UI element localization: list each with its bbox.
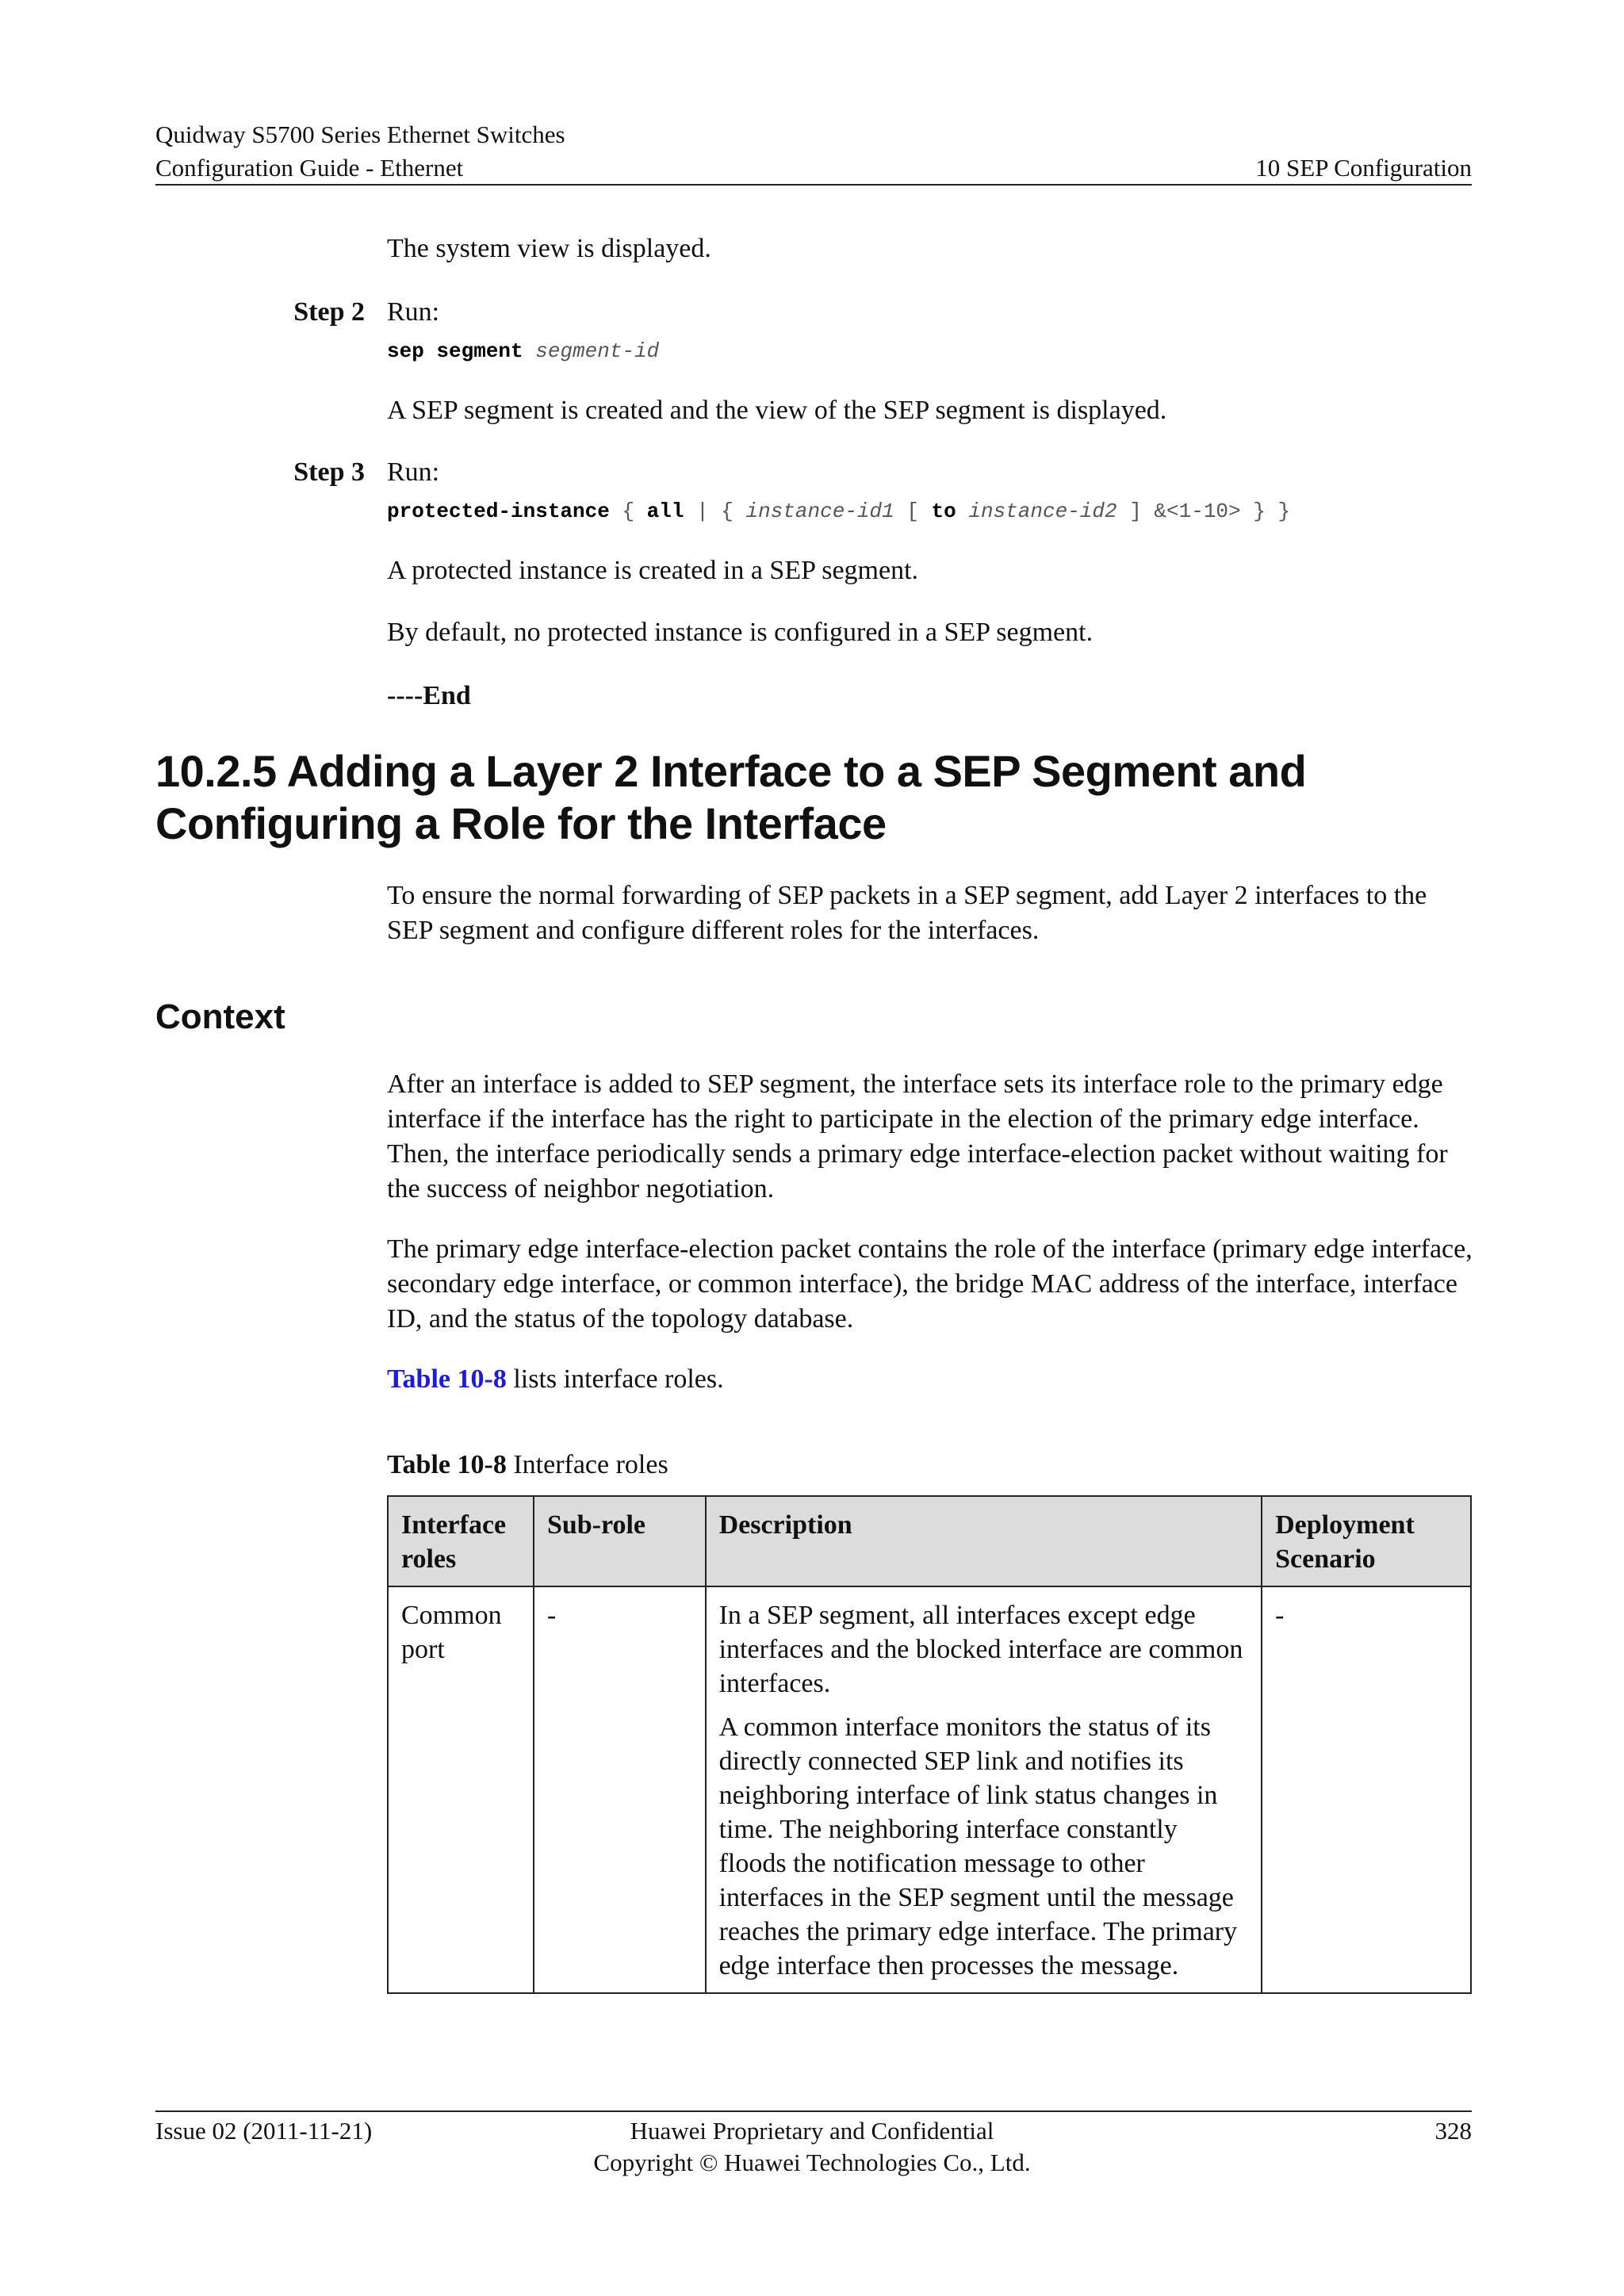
context-paragraph-1: After an interface is added to SEP segment, the interface sets its interface role to the primary edge interface if the interface has the right to participate in the election of the primary edge interface. Then, the interface periodically sends a primary edge interface-election packet without waiting for the success of neighbor negotiation. [387, 1070, 1448, 1203]
header-guide-name: Configuration Guide - Ethernet [155, 154, 464, 182]
command-keyword: protected-instance [387, 499, 610, 523]
table-reference [387, 1362, 724, 1397]
column-header: Description [706, 1496, 1262, 1586]
table-row [388, 1586, 1471, 1993]
context-paragraph-2: The primary edge interface-election packet contains the role of the interface (primary edge interface, secondary edge interface, or common interface), the bridge MAC address of the interface, interface ID, and the status of the topology database. [387, 1234, 1473, 1334]
step-3-label: Step 3 [293, 457, 365, 487]
end-marker: ----End [387, 681, 471, 710]
description-paragraph: In a SEP segment, all interfaces except edge interfaces and the blocked interface are common interfaces. [718, 1601, 1243, 1698]
step-2-run: Run: [387, 297, 440, 327]
command-param: instance-id2 [968, 499, 1117, 523]
command-punct [956, 499, 969, 523]
table-header-row [388, 1496, 1471, 1586]
command-keyword: sep segment [387, 339, 523, 363]
description-paragraph: A common interface monitors the status of its directly connected SEP link and notifies its neighboring interface of link status changes in time. The neighboring interface constantly floods the notification message to other interfaces in the SEP segment until the message reaches the primary edge interface. The primary edge interface then processes the message. [718, 1712, 1238, 1980]
cell-description [706, 1586, 1262, 1993]
step-2-result: A SEP segment is created and the view of the SEP segment is displayed. [387, 396, 1167, 425]
step-3-command [387, 498, 1290, 525]
header-title: Quidway S5700 Series Ethernet Switches [155, 121, 565, 148]
section-summary: To ensure the normal forwarding of SEP packets in a SEP segment, add Layer 2 interfaces to the SEP segment and configure different roles for the interfaces. [387, 881, 1427, 945]
command-param: instance-id1 [745, 499, 894, 523]
cell-interface-role: Common port [388, 1586, 534, 1993]
column-header: Interface roles [388, 1496, 534, 1586]
context-heading: Context [155, 997, 285, 1036]
command-punct: [ [894, 499, 932, 523]
command-punct: ] &<1-10> } } [1116, 499, 1291, 523]
interface-roles-table [387, 1495, 1472, 1994]
header-chapter: 10 SEP Configuration [1255, 154, 1472, 182]
command-punct: { [609, 499, 647, 523]
table-caption-text: Interface roles [506, 1450, 668, 1479]
column-header: Sub-role [534, 1496, 706, 1586]
header-subline [155, 152, 1472, 184]
command-punct: | { [684, 499, 746, 523]
column-header: Deployment Scenario [1262, 1496, 1471, 1586]
intro-text: The system view is displayed. [387, 234, 711, 263]
table-caption [387, 1448, 668, 1483]
table-10-8-link[interactable]: Table 10-8 [387, 1364, 507, 1394]
page-number: 328 [1434, 2117, 1472, 2145]
step-3-default-note: By default, no protected instance is configured in a SEP segment. [387, 618, 1094, 647]
step-2-command [387, 338, 659, 365]
cell-deployment-scenario: - [1262, 1586, 1471, 1993]
footer-issue: Issue 02 (2011-11-21) [155, 2117, 373, 2145]
step-2-label: Step 2 [293, 297, 365, 327]
footer-copyright: Copyright © Huawei Technologies Co., Ltd. [593, 2149, 1031, 2176]
cell-sub-role: - [534, 1586, 706, 1993]
footer-center [0, 2115, 1624, 2179]
step-3-result: A protected instance is created in a SEP segment. [387, 556, 919, 585]
table-reference-text: lists interface roles. [506, 1364, 724, 1394]
command-keyword: to [931, 499, 956, 523]
step-3-run: Run: [387, 457, 440, 487]
footer-divider [155, 2110, 1472, 2112]
section-title: 10.2.5 Adding a Layer 2 Interface to a SEP Segment and Configuring a Role for the Interface [155, 746, 1307, 848]
header-divider [155, 184, 1472, 186]
command-keyword: all [646, 499, 684, 523]
footer-confidential: Huawei Proprietary and Confidential [630, 2117, 994, 2145]
command-param: segment-id [535, 339, 660, 363]
table-caption-label: Table 10-8 [387, 1450, 507, 1479]
